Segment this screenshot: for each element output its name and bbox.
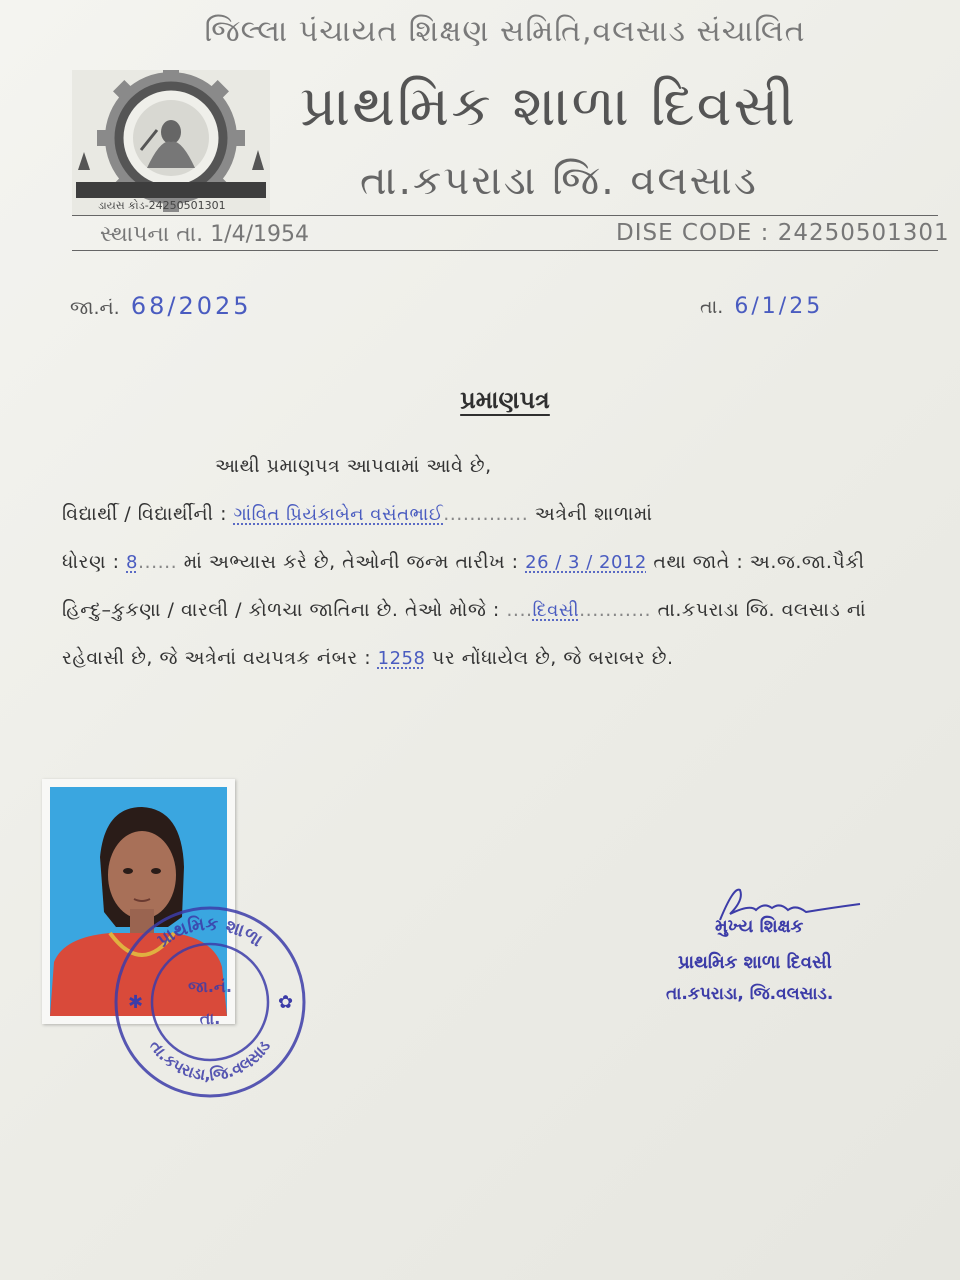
school-name: પ્રાથમિક શાળા દિવસી xyxy=(300,74,797,139)
signature-address: તા.કપરાડા, જિ.વલસાડ. xyxy=(666,984,834,1004)
line-4-suffix: પર નોંધાયેલ છે, જે બરાબર છે. xyxy=(432,647,674,669)
established-label: સ્થાપના તા. xyxy=(100,222,204,247)
header-divider-top xyxy=(72,215,938,216)
village-value: દિવસી xyxy=(532,600,580,621)
reference-number-label: જા.નં. xyxy=(70,297,120,319)
logo-dise-code: ડાયસ કોડ-24250501301 xyxy=(98,199,226,212)
student-name: ગાંવિત પ્રિયંકાબેન વસંતભાઈ xyxy=(233,504,444,525)
taluka-district: તા.કપરાડા જિ. વલસાડ xyxy=(360,158,758,204)
dise-value: 24250501301 xyxy=(777,220,950,246)
register-number-value: 1258 xyxy=(377,648,426,669)
birth-date-value: 26 / 3 / 2012 xyxy=(525,552,647,573)
svg-text:પ્રાથમિક શાળા xyxy=(153,913,266,952)
signature-school: પ્રાથમિક શાળા દિવસી xyxy=(678,952,832,973)
stamp-flower-icon: ✿ xyxy=(278,992,294,1013)
student-label: વિદ્યાર્થી / વિદ્યાર્થીની : xyxy=(62,503,228,525)
line-3-suffix: તા.કપરાડા જિ. વલસાડ નાં xyxy=(657,599,867,621)
school-logo xyxy=(72,70,270,216)
committee-heading: જિલ્લા પંચાયત શિક્ષણ સમિતિ,વલસાડ સંચાલિત xyxy=(204,14,806,49)
issue-date-value: 6/1/25 xyxy=(734,294,824,319)
stamp-top-text: પ્રાથમિક શાળા xyxy=(153,913,267,952)
reference-number xyxy=(70,292,252,320)
certificate-line-1: વિદ્યાર્થી / વિદ્યાર્થીની : ગાંવિત પ્રિયંકાબેન વસંતભાઈ............. અત્રેની શાળામાં xyxy=(62,503,653,525)
stamp-bottom-text: તા.કપરાડા,જિ.વલસાડ xyxy=(145,1036,274,1085)
header-divider-bottom xyxy=(72,250,938,251)
certificate-title-text: પ્રમાણપત્ર xyxy=(460,386,550,414)
saraswati-emblem-icon xyxy=(72,70,270,216)
issue-date-label: તા. xyxy=(700,296,724,318)
issue-date xyxy=(700,294,823,319)
stamp-center-text: જા.નં. xyxy=(188,977,232,996)
signature-title: મુખ્ય શિક્ષક xyxy=(715,916,804,937)
reference-number-value: 68/2025 xyxy=(130,292,252,320)
stamp-star-icon: ✱ xyxy=(128,992,144,1013)
dise-code xyxy=(616,220,950,246)
line-2-suffix: તથા જાતે : અ.જ.જા.પૈકી xyxy=(653,551,865,573)
line-1-suffix: અત્રેની શાળામાં xyxy=(534,503,653,525)
line-3-prefix: હિન્દુ–કુકણા / વારલી / કોળચા જાતિના છે. તેઓ મોજે : xyxy=(62,599,500,621)
certificate-line-3: હિન્દુ–કુકણા / વારલી / કોળચા જાતિના છે. તેઓ મોજે : ....દિવસી........... તા.કપરાડા જિ. વલસાડ નાં xyxy=(62,599,867,621)
certificate-line-4 xyxy=(62,647,673,669)
dise-label: DISE CODE : xyxy=(616,220,770,246)
standard-value: 8 xyxy=(126,552,138,573)
school-stamp xyxy=(110,902,310,1102)
certificate-intro: આથી પ્રમાણપત્ર આપવામાં આવે છે, xyxy=(215,455,492,477)
standard-label: ધોરણ : xyxy=(62,551,120,573)
established-value: 1/4/1954 xyxy=(210,222,309,247)
line-2-middle: માં અભ્યાસ કરે છે, તેઓની જન્મ તારીખ : xyxy=(183,551,519,573)
established-date xyxy=(100,222,309,247)
certificate-line-2: ધોરણ : 8...... માં અભ્યાસ કરે છે, તેઓની જન્મ તારીખ : 26 / 3 / 2012 તથા જાતે : અ.જ.જા.પૈકી xyxy=(62,551,865,573)
signature-block xyxy=(660,880,920,1010)
line-4-prefix: રહેવાસી છે, જે અત્રેનાં વયપત્રક નંબર : xyxy=(62,647,372,669)
stamp-center-text-2: તા. xyxy=(199,1009,221,1028)
certificate-title xyxy=(0,386,960,414)
